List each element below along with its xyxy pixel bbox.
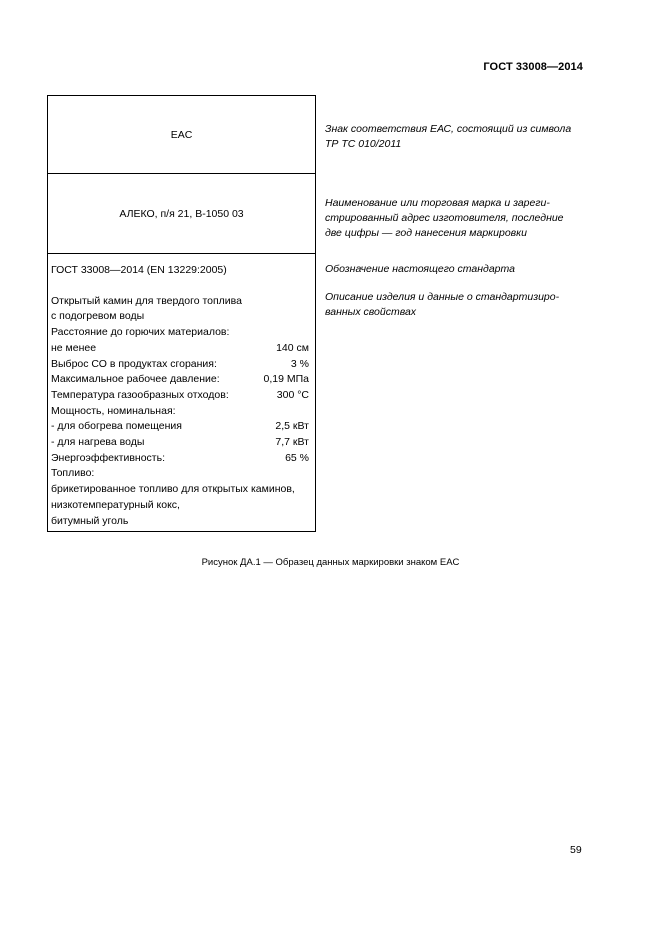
- spec-row: [51, 357, 309, 373]
- spec-row: [51, 341, 309, 357]
- spec-value: 300 °C: [276, 388, 309, 401]
- description-line: Знак соответствия ЕАС, состоящий из символа: [325, 123, 572, 135]
- fuel-label: Топливо:: [51, 467, 95, 480]
- spec-label: - для нагрева воды: [51, 436, 145, 449]
- spec-row: [51, 372, 309, 388]
- description-line: ТР ТС 010/2011: [325, 138, 402, 150]
- spec-value: 3 %: [290, 357, 309, 370]
- spec-row: [51, 435, 309, 451]
- manufacturer-description: [325, 196, 578, 241]
- description-line: стрированный адрес изготовителя, последние: [325, 212, 564, 224]
- product-data-cell: [48, 254, 315, 531]
- spec-row: [51, 388, 309, 404]
- product-line: Открытый камин для твердого топлива: [51, 294, 242, 307]
- spec-row: [51, 419, 309, 435]
- fuel-line: низкотемпературный кокс,: [51, 498, 180, 511]
- eac-mark-cell: [48, 96, 315, 174]
- description-line: ванных свойствах: [325, 306, 417, 318]
- marking-sample-table: [47, 95, 316, 532]
- spec-label: не менее: [51, 341, 97, 354]
- description-line: две цифры — год нанесения маркировки: [325, 227, 527, 239]
- distance-label: Расстояние до горючих материалов:: [51, 326, 230, 339]
- fuel-line: битумный уголь: [51, 514, 129, 527]
- eac-mark: EAC: [170, 128, 193, 141]
- spec-label: Температура газообразных отходов:: [51, 388, 229, 401]
- spec-row: [51, 451, 309, 467]
- description-line: Наименование или торговая марка и зареги-: [325, 197, 550, 209]
- spec-value: 65 %: [285, 451, 309, 464]
- spec-value: 7,7 кВт: [275, 436, 309, 449]
- description-line: Описание изделия и данные о стандартизиро-: [325, 291, 560, 303]
- figure-caption: Рисунок ДА.1 — Образец данных маркировки знаком EAC: [201, 557, 460, 568]
- page-number: 59: [570, 844, 582, 856]
- product-line: с подогревом воды: [51, 310, 145, 323]
- manufacturer-address: АЛЕКО, п/я 21, В-1050 03: [119, 207, 244, 220]
- standard-description: Обозначение настоящего стандарта: [325, 263, 515, 275]
- spec-label: Энергоэффективность:: [51, 451, 165, 464]
- product-description: [325, 290, 578, 320]
- spec-label: - для обогрева помещения: [51, 420, 182, 433]
- spec-label: Максимальное рабочее давление:: [51, 373, 220, 386]
- manufacturer-cell: [48, 174, 315, 254]
- spec-label: Выброс СО в продуктах сгорания:: [51, 357, 217, 370]
- spec-value: 0,19 МПа: [263, 373, 309, 386]
- spec-value: 140 см: [276, 341, 309, 354]
- power-label: Мощность, номинальная:: [51, 404, 176, 417]
- document-header-standard: ГОСТ 33008—2014: [483, 61, 583, 73]
- standard-reference: ГОСТ 33008—2014 (EN 13229:2005): [51, 264, 227, 276]
- spec-value: 2,5 кВт: [275, 420, 309, 433]
- fuel-line: брикетированное топливо для открытых каминов,: [51, 483, 295, 496]
- eac-description: [325, 122, 578, 152]
